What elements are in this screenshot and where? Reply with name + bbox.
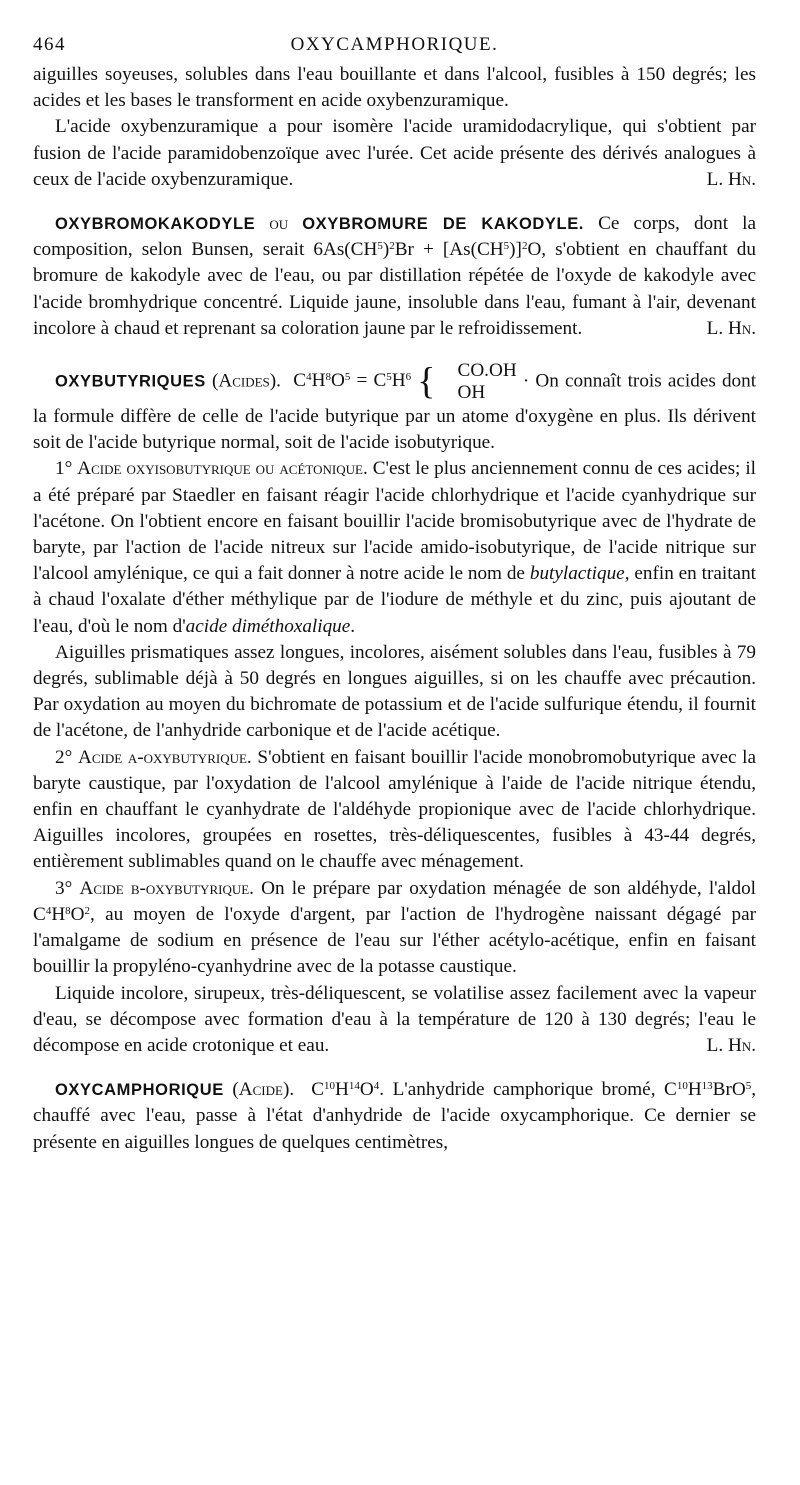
running-title: OXYCAMPHORIQUE. [290, 34, 499, 55]
entry-item-1-properties: Aiguilles prismatiques assez longues, incolores, aisément solubles dans l'eau, fusibles à 79 degrés, sublimable déjà à 50 degrés en longues aiguilles, si on les chauffe avec précaution. Par oxydation au moyen du bichromate de potassium et de l'acide sulfurique étendu, il fournit de l'acétone, de l'anhydride carbonique et de l'acide acétique. [33, 641, 756, 742]
item-label: Acide α-oxybutyrique. [77, 746, 252, 768]
page-header [33, 32, 756, 62]
entry-oxybromokakodyle: OXYBROMOKAKODYLE ou OXYBROMURE DE KAKODYLE. Ce corps, dont la composition, selon Bunsen, serait $6As(CH^5)^2Br + [As(CH^5)]^2O$, s'obtient en chauffant du bromure de kakodyle avec de l'eau, ou par distillation répétée de l'oxyde de kakodyle avec l'acide bromhydrique concentré. Liquide jaune, insoluble dans l'eau, fumant à l'air, devenant incolore à chaud et reprenant sa coloration jaune par le refroidissement. L. Hn. [33, 211, 756, 342]
entry-headword: OXYCAMPHORIQUE [55, 1081, 224, 1100]
author-signature: L. Hn. [706, 317, 756, 339]
item-label: Acide oxyisobutyrique ou acétonique. [77, 458, 368, 480]
author-signature: L. Hn. [706, 1034, 756, 1056]
entry-headword-alt: OXYBROMURE DE KAKODYLE. [302, 215, 584, 234]
entry-oxybutyriques: OXYBUTYRIQUES (Acides). $C^4H^8O^5 = C^5H^6$ { CO.OH OH · On connaît trois acides dont la formule diffère de celle de l'acide butyrique par un atome d'oxygène en plus. Ils dérivent soit de l'acide butyrique normal, soit de l'acide isobutyrique. [33, 360, 757, 454]
author-signature: L. Hn. [706, 168, 756, 190]
paragraph-continuation: aiguilles soyeuses, solubles dans l'eau bouillante et dans l'alcool, fusibles à 150 degrés; les acides et les bases le transforment en acide oxybenzuramique. [33, 64, 756, 112]
page-body [33, 62, 756, 1156]
entry-item-2: 2° Acide α-oxybutyrique. S'obtient en faisant bouillir l'acide monobromobutyrique avec la baryte caustique, par l'oxydation de l'alcool amylénique à l'aide de l'acide nitrique étendu, enfin en chauffant le cyanhydrate de l'aldéhyde propionique avec de l'acide chlorhydrique. Aiguilles incolores, groupées en rosettes, très-déliquescentes, fusibles à 43-44 degrés, entièrement sublimables quand on le chauffe avec ménagement. [33, 746, 757, 873]
brace-glyph: { [417, 361, 436, 404]
entry-headword: OXYBUTYRIQUES [55, 372, 206, 391]
formula-group: CO.OH OH [457, 360, 517, 404]
formula: $C^4H^8O^5 = C^5H^6$ { CO.OH OH [293, 360, 517, 404]
entry-oxycamphorique: OXYCAMPHORIQUE (Acide). $C^{10}H^{14}O^4$. L'anhydride camphorique bromé, $C^{10}H^{13}BrO^5$, chauffé avec l'eau, passe à l'état d'anhydride de l'acide oxycamphorique. Ce dernier se présente en aiguilles longues de quelques centimètres, [33, 1079, 757, 1153]
entry-headword: OXYBROMOKAKODYLE [55, 215, 256, 234]
page-number: 464 [33, 34, 66, 55]
entry-item-1: 1° Acide oxyisobutyrique ou acétonique. C'est le plus anciennement connu de ces acides; il a été préparé par Staedler en faisant réagir l'acide chlorhydrique et l'acide cyanhydrique sur l'acétone. On l'obtient encore en faisant bouillir l'acide bromisobutyrique avec de l'hydrate de baryte, par l'action de l'acide nitreux sur l'acide amido-isobutyrique, de l'acide nitrique sur l'alcool amylénique, ce qui a fait donner à notre acide le nom de butylactique, enfin en traitant à chaud l'oxalate d'éther méthylique par de l'iodure de méthyle et du zinc, puis ajoutant de l'eau, d'où le nom d'acide diméthoxalique. [33, 458, 757, 637]
item-label: Acide β-oxybutyrique. [79, 877, 254, 899]
paragraph-isomere: L'acide oxybenzuramique a pour isomère l'acide uramidodacrylique, qui s'obtient par fusion de l'acide paramidobenzoïque avec l'urée. Cet acide présente des dérivés analogues à ceux de l'acide oxybenzuramique. L. Hn. [33, 114, 756, 193]
entry-item-3-properties: Liquide incolore, sirupeux, très-déliquescent, se volatilise assez facilement avec la vapeur d'eau, se décompose avec formation d'eau à la température de 120 à 130 degrés; l'eau le décompose en acide crotonique et eau. L. Hn. [33, 981, 756, 1060]
entry-item-3: 3° Acide β-oxybutyrique. On le prépare par oxydation ménagée de son aldéhyde, l'aldol $C^4H^8O^2$, au moyen de l'oxyde d'argent, par l'action de l'hydrogène naissant dégagé par l'amalgame de sodium en présence de l'eau sur l'éther acétylo-acétique, enfin en faisant bouillir la propyléno-cyanhydrine avec de la potasse caustique. [33, 877, 756, 978]
